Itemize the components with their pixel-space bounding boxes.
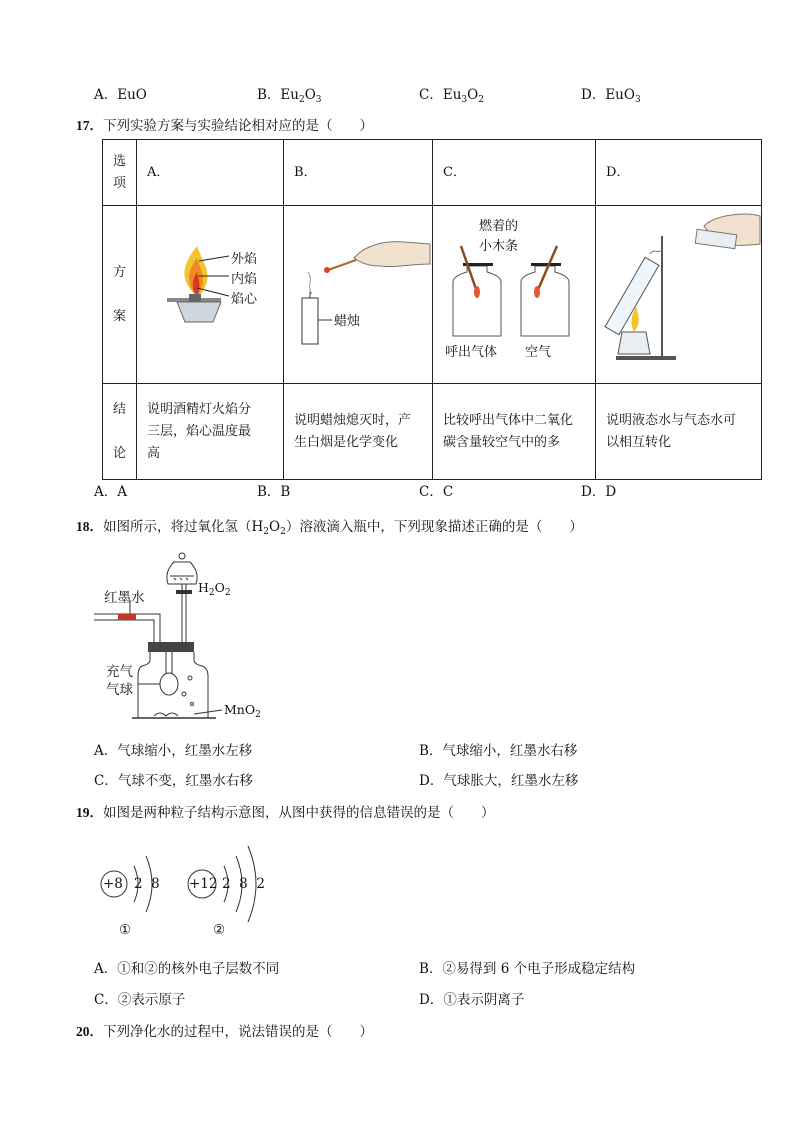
header-a: A． [137, 140, 284, 206]
particle-1-shells: 2 8 [134, 876, 160, 892]
conclusion-c: 比较呼出气体中二氧化 碳含量较空气中的多 [433, 384, 596, 480]
q16-option-c: C．$Eu_3O_2$ [419, 87, 484, 105]
q17-table [102, 139, 762, 480]
q18-option-d: D．气球胀大，红墨水左移 [419, 773, 579, 789]
label-flame-core: 焰心 [231, 292, 258, 307]
q17-title: 17．下列实验方案与实验结论相对应的是（ ） [76, 118, 373, 134]
q17-answer-c: C．C [419, 484, 454, 500]
header-c: C． [433, 140, 596, 206]
conclusion-b: 说明蜡烛熄灭时，产 生白烟是化学变化 [284, 384, 433, 480]
row-label-scheme: 方 案 [103, 206, 137, 384]
q18-option-c: C．气球不变，红墨水右移 [94, 773, 253, 789]
q19-option-b: B．②易得到 6 个电子形成稳定结构 [419, 961, 636, 977]
q16-option-d: D．EuO$_3$ [581, 87, 641, 105]
label-burning-stick-l2: 小木条 [479, 239, 519, 254]
particle-1-nucleus: +8 [103, 876, 123, 892]
q19-particle-figure [96, 836, 296, 946]
q19-option-c: C．②表示原子 [94, 992, 186, 1008]
label-candle: 蜡烛 [334, 314, 361, 329]
q19-option-a: A．①和②的核外电子层数不同 [94, 961, 280, 977]
scheme-d-cell [596, 206, 762, 384]
candle-figure [284, 206, 432, 375]
label-h2o2: $H_2O_2$ [198, 580, 231, 598]
particle-2-shells: 2 8 2 [222, 876, 265, 892]
q18-option-a: A．气球缩小，红墨水左移 [94, 743, 253, 759]
label-mno2: MnO$_2$ [224, 702, 261, 720]
scheme-c-cell [433, 206, 596, 384]
q18-title: 18．如图所示，将过氧化氢$(H_2O_2)$溶液滴入瓶中，下列现象描述正确的是（ ） [76, 519, 583, 537]
q17-answer-d: D．D [581, 484, 617, 500]
q16-option-a: A．EuO [94, 87, 147, 103]
label-burning-stick-l1: 燃着的 [479, 219, 519, 234]
label-red-ink: 红墨水 [104, 590, 145, 606]
row-label-conclusion: 结 论 [103, 384, 137, 480]
label-air: 空气 [525, 345, 552, 360]
particle-2-label: ② [213, 922, 226, 938]
q18-apparatus-figure [94, 548, 294, 728]
label-exhaled-gas: 呼出气体 [445, 345, 498, 360]
label-balloon-l2: 气球 [106, 682, 133, 698]
q16-option-b: B．$Eu_2O_3$ [257, 87, 322, 105]
label-balloon-l1: 充气 [106, 664, 133, 680]
conclusion-d: 说明液态水与气态水可 以相互转化 [596, 384, 762, 480]
water-evaporation-figure [596, 206, 761, 375]
q18-option-b: B．气球缩小，红墨水右移 [419, 743, 578, 759]
label-inner-flame: 内焰 [231, 272, 258, 287]
row-label-option: 选 项 [103, 140, 137, 206]
header-d: D． [596, 140, 762, 206]
alcohol-lamp-flame-figure [137, 206, 283, 375]
particle-1-label: ① [119, 922, 132, 938]
q19-option-d: D．①表示阴离子 [419, 992, 525, 1008]
q17-answer-a: A．A [94, 484, 127, 500]
scheme-a-cell [137, 206, 284, 384]
particle-2-nucleus: +12 [189, 876, 218, 892]
conclusion-a: 说明酒精灯火焰分 三层，焰心温度最 高 [137, 384, 284, 480]
q19-title: 19．如图是两种粒子结构示意图，从图中获得的信息错误的是（ ） [76, 805, 495, 821]
header-b: B． [284, 140, 433, 206]
q20-title: 20．下列净化水的过程中，说法错误的是（ ） [76, 1024, 373, 1040]
label-outer-flame: 外焰 [231, 252, 258, 267]
q17-answer-b: B．B [257, 484, 291, 500]
scheme-b-cell [284, 206, 433, 384]
